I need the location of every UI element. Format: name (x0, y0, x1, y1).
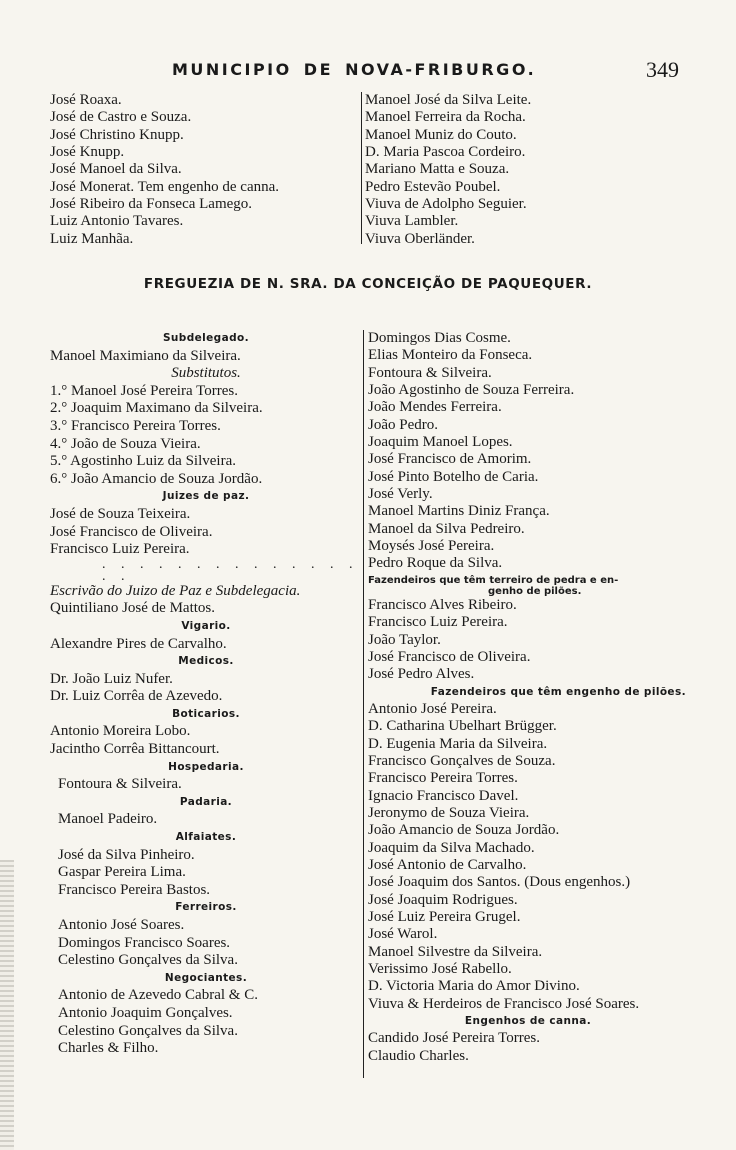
ferreiros-heading: Ferreiros. (175, 901, 237, 914)
list-item: Joaquim Manoel Lopes. (368, 434, 513, 451)
list-item: Manoel José da Silva Leite. (365, 92, 532, 108)
list-item: José Verly. (368, 486, 433, 503)
list-item: 5.° Agostinho Luiz da Silveira. (50, 453, 236, 470)
substitutos-heading: Substitutos. (171, 365, 241, 382)
list-item: Ignacio Francisco Davel. (368, 787, 519, 804)
list-item: José Warol. (368, 926, 438, 943)
negociantes-heading: Negociantes. (164, 971, 248, 984)
terreiro-heading-line-2: genho de pilões. (488, 585, 582, 597)
list-item: José Pinto Botelho de Caria. (368, 468, 539, 485)
list-item: Dr. Luiz Corrêa de Azevedo. (50, 688, 223, 705)
list-item: José Francisco de Oliveira. (50, 523, 213, 540)
canna-heading: Engenhos de canna. (464, 1015, 592, 1028)
dotted-separator: . . . . . . . . . . . . . . . . (102, 556, 359, 584)
list-item: Elias Monteiro da Fonseca. (368, 347, 533, 364)
list-item: Fontoura & Silveira. (368, 364, 492, 381)
list-item: Francisco Luiz Pereira. (50, 541, 190, 558)
list-item: 2.° Joaquim Maximano da Silveira. (50, 400, 263, 417)
right-column (368, 330, 688, 1065)
list-item: Dr. João Luiz Nufer. (50, 670, 173, 687)
list-item: Claudio Charles. (368, 1047, 469, 1064)
hospedaria-heading: Hospedaria. (168, 760, 244, 773)
list-item: Gaspar Pereira Lima. (58, 864, 186, 881)
list-item: Fontoura & Silveira. (58, 776, 182, 793)
list-item: Viuva de Adolpho Seguier. (365, 196, 527, 213)
list-item: Antonio José Soares. (58, 917, 185, 933)
list-item: José da Silva Pinheiro. (58, 846, 195, 863)
list-item: Jeronymo de Souza Vieira. (368, 804, 530, 821)
section-title: FREGUEZIA DE N. SRA. DA CONCEIÇÃO DE PAQUEQUER. (143, 276, 593, 292)
list-item: Manoel Silvestre da Silveira. (368, 943, 543, 960)
juizes-heading: Juizes de paz. (162, 490, 250, 503)
piloes-heading: Fazendeiros que têm engenho de pilões. (430, 685, 686, 698)
list-item: Francisco Pereira Torres. (368, 770, 518, 787)
vigario-heading: Vigario. (181, 619, 231, 632)
list-item: Francisco Alves Ribeiro. (368, 596, 517, 613)
list-item: Celestino Gonçalves da Silva. (58, 1022, 238, 1039)
list-item: José Ribeiro da Fonseca Lamego. (50, 196, 253, 213)
list-item: 6.° João Amancio de Souza Jordão. (50, 470, 263, 487)
list-item: José Manoel da Silva. (50, 161, 182, 178)
medicos-heading: Medicos. (178, 655, 234, 668)
page-number: 349 (646, 57, 679, 82)
list-item: José Roaxa. (50, 92, 122, 108)
list-item: Manoel Ferreira da Rocha. (365, 109, 526, 126)
list-item: D. Catharina Ubelhart Brügger. (368, 718, 557, 735)
running-header (0, 57, 736, 84)
left-column (50, 330, 362, 1058)
list-item: 1.° Manoel José Pereira Torres. (50, 382, 238, 399)
list-item: Luiz Antonio Tavares. (50, 213, 184, 230)
list-item: Antonio Joaquim Gonçalves. (58, 1004, 233, 1021)
list-item: Candido José Pereira Torres. (368, 1030, 540, 1047)
list-item: Moysés José Pereira. (368, 538, 495, 555)
list-item: Manoel da Silva Pedreiro. (368, 520, 525, 537)
alfaiates-heading: Alfaiates. (175, 831, 237, 844)
binding-edge (0, 860, 14, 1150)
list-item: Francisco Pereira Bastos. (58, 881, 211, 898)
header-title: MUNICIPIO DE NOVA-FRIBURGO. (172, 60, 537, 79)
list-item: Viuva Oberländer. (365, 230, 475, 247)
list-item: 4.° João de Souza Vieira. (50, 435, 201, 452)
list-item: José Joaquim dos Santos. (Dous engenhos.) (368, 874, 631, 891)
padaria-heading: Padaria. (179, 795, 233, 808)
list-item: Manoel Muniz do Couto. (365, 126, 517, 143)
list-item: D. Maria Pascoa Cordeiro. (365, 144, 526, 161)
list-item: José Pedro Alves. (368, 666, 475, 683)
list-item: José Christino Knupp. (50, 126, 184, 143)
column-divider (361, 92, 362, 244)
list-item: João Pedro. (368, 416, 438, 433)
list-item: João Amancio de Souza Jordão. (368, 822, 560, 839)
list-item: Charles & Filho. (58, 1040, 159, 1057)
list-item: Pedro Estevão Poubel. (365, 178, 501, 195)
list-item: José de Castro e Souza. (50, 109, 192, 126)
list-item: Francisco Luiz Pereira. (368, 614, 508, 631)
list-item: José Knupp. (50, 144, 125, 161)
list-item: Manoel Maximiano da Silveira. (50, 347, 241, 364)
list-item: Quintiliano José de Mattos. (50, 600, 215, 617)
boticarios-heading: Boticarios. (172, 707, 240, 720)
list-item: Jacintho Corrêa Bittancourt. (50, 741, 220, 758)
list-item: João Taylor. (368, 631, 441, 648)
list-item: José Antonio de Carvalho. (368, 856, 527, 873)
list-item: Joaquim da Silva Machado. (368, 839, 535, 856)
list-item: José Joaquim Rodrigues. (368, 891, 518, 908)
list-item: Antonio de Azevedo Cabral & C. (58, 987, 258, 1004)
list-item: Celestino Gonçalves da Silva. (58, 952, 238, 969)
list-item: José de Souza Teixeira. (50, 505, 191, 522)
list-item: Verissimo José Rabello. (368, 961, 512, 978)
list-item: Viuva Lambler. (365, 213, 459, 230)
list-item: Manoel Padeiro. (58, 811, 158, 828)
list-item: João Agostinho de Souza Ferreira. (368, 382, 575, 399)
list-item: José Francisco de Amorim. (368, 451, 532, 468)
terreiro-heading-line-1: Fazendeiros que têm terreiro de pedra e en- (368, 574, 619, 586)
list-item: Viuva & Herdeiros de Francisco José Soares. (368, 995, 640, 1012)
list-item: Domingos Francisco Soares. (58, 934, 231, 951)
top-right-column (365, 92, 685, 248)
top-left-column (50, 92, 360, 248)
list-item: 3.° Francisco Pereira Torres. (50, 417, 221, 434)
list-item: Pedro Roque da Silva. (368, 555, 503, 572)
list-item: Mariano Matta e Souza. (365, 161, 510, 178)
list-item: Luiz Manhãa. (50, 230, 134, 247)
list-item: José Monerat. Tem engenho de canna. (50, 178, 280, 195)
subdelegado-heading: Subdelegado. (162, 332, 250, 344)
list-item: Alexandre Pires de Carvalho. (50, 635, 227, 652)
list-item: D. Victoria Maria do Amor Divino. (368, 978, 580, 995)
column-divider (363, 330, 364, 1078)
list-item: João Mendes Ferreira. (368, 399, 502, 416)
terreiro-heading (368, 573, 688, 597)
list-item: Manoel Martins Diniz França. (368, 503, 550, 520)
list-item: D. Eugenia Maria da Silveira. (368, 735, 548, 752)
escrivao-heading: Escrivão do Juizo de Paz e Subdelegacia. (50, 582, 301, 599)
list-item: Antonio Moreira Lobo. (50, 723, 191, 740)
list-item: Domingos Dias Cosme. (368, 330, 511, 346)
list-item: José Francisco de Oliveira. (368, 648, 531, 665)
list-item: Antonio José Pereira. (368, 700, 497, 717)
list-item: Francisco Gonçalves de Souza. (368, 752, 556, 769)
list-item: José Luiz Pereira Grugel. (368, 909, 521, 925)
